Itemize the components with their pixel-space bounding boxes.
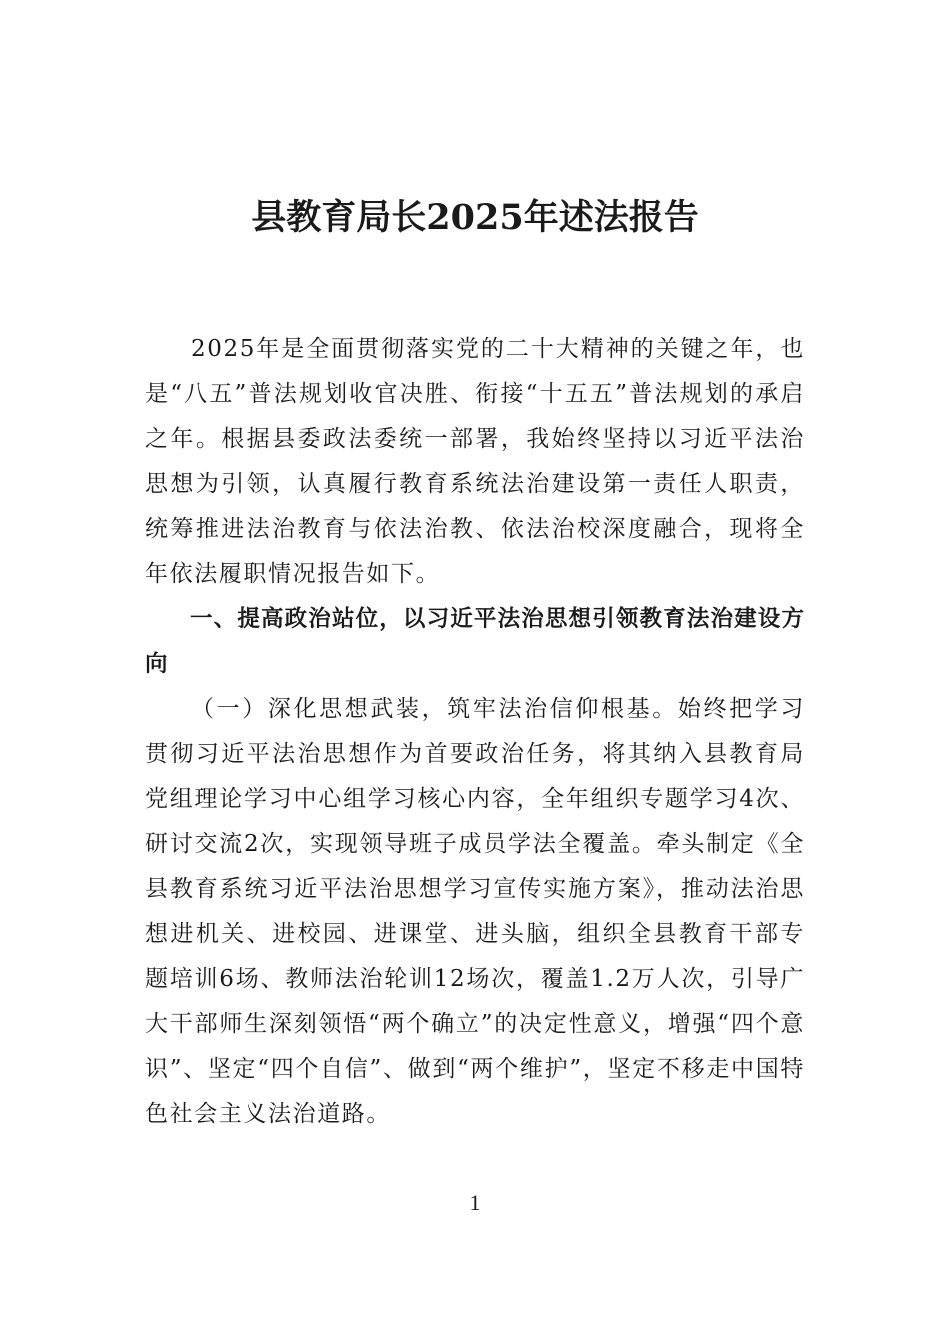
intro-paragraph: 2025年是全面贯彻落实党的二十大精神的关键之年，也是“八五”普法规划收官决胜、衔接“十五五”普法规划的承启之年。根据县委政法委统一部署，我始终坚持以习近平法治思想为引领，认真履行教育系统法治建设第一责任人职责，统筹推进法治教育与依法治教、依法治校深度融合，现将全年依法履职情况报告如下。 (145, 336, 805, 587)
document-title: 县教育局长2025年述法报告 (251, 197, 699, 238)
subsection-1-lead: （一）深化思想武装，筑牢法治信仰根基。 (191, 696, 678, 722)
page-number: 1 (469, 1190, 481, 1215)
section-1-heading: 一、提高政治站位，以习近平法治思想引领教育法治建设方向 (145, 606, 805, 677)
subsection-1-paragraph (145, 687, 805, 1137)
subsection-1-text: 始终把学习贯彻习近平法治思想作为首要政治任务，将其纳入县教育局党组理论学习中心组学习核心内容，全年组织专题学习4次、研讨交流2次，实现领导班子成员学法全覆盖。牵头制定《全县教育系统习近平法治思想学习宣传实施方案》，推动法治思想进机关、进校园、进课堂、进头脑，组织全县教育干部专题培训6场、教师法治轮训12场次，覆盖1.2万人次，引导广大干部师生深刻领悟“两个确立”的决定性意义，增强“四个意识”、坚定“四个自信”、做到“两个维护”，坚定不移走中国特色社会主义法治道路。 (145, 696, 805, 1127)
document-body (145, 327, 805, 1137)
